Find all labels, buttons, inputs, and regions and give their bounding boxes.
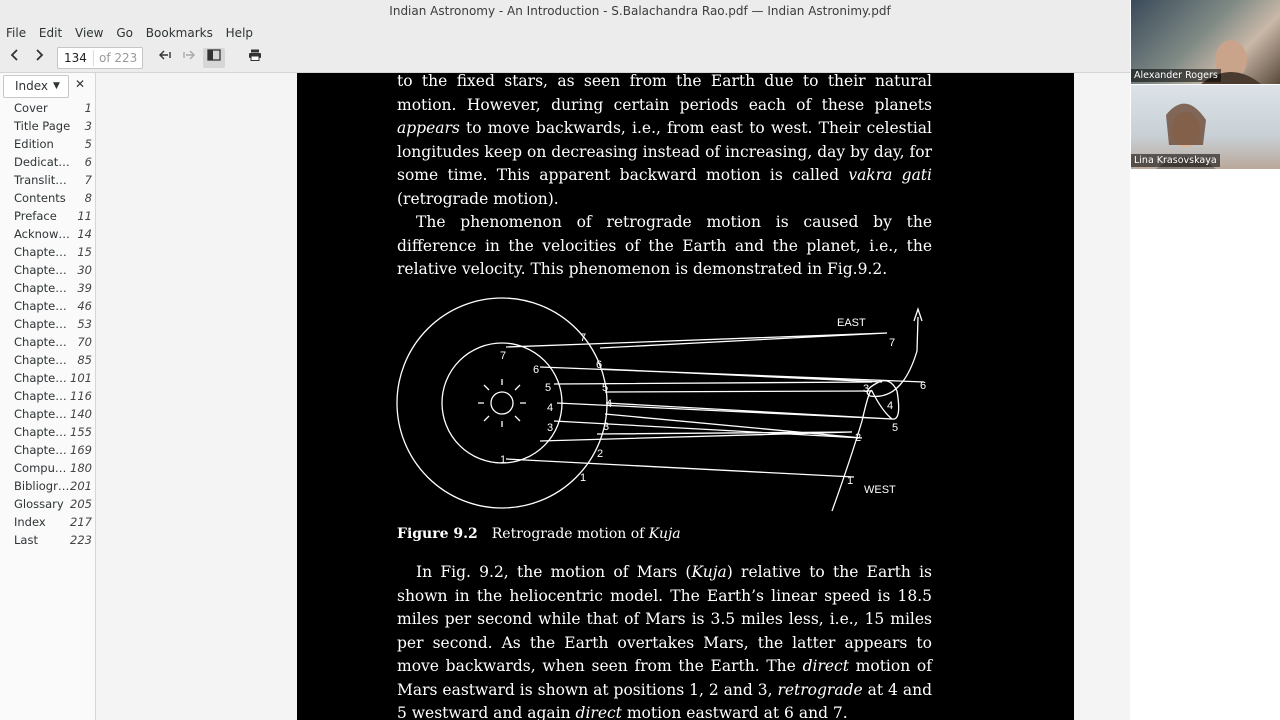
index-item-page: 217 (70, 515, 92, 529)
inner-num: 6 (533, 364, 540, 376)
index-item-page: 116 (70, 389, 92, 403)
outer-num: 5 (602, 382, 609, 394)
history-forward-icon (182, 49, 196, 61)
page-count: of 223 (99, 51, 138, 65)
history-back-button[interactable] (154, 48, 176, 68)
chevron-right-icon (34, 49, 44, 61)
index-item-page: 70 (77, 335, 92, 349)
participant-name: Lina Krasovskaya (1131, 154, 1220, 167)
menu-view[interactable]: View (75, 26, 104, 40)
index-item-page: 8 (84, 191, 92, 205)
index-item-page: 169 (70, 443, 92, 457)
sun (491, 392, 513, 414)
index-item-label: Chapte… (14, 425, 67, 439)
inner-num: 1 (500, 454, 507, 466)
index-item-label: Chapte… (14, 281, 67, 295)
outer-num: 6 (596, 359, 603, 371)
index-item[interactable] (0, 117, 95, 135)
index-item[interactable] (0, 99, 95, 117)
index-item-page: 39 (77, 281, 92, 295)
far-num: 5 (892, 422, 899, 434)
outer-num: 4 (606, 398, 613, 410)
figure-caption (397, 526, 681, 542)
index-item-label: Compu… (14, 461, 67, 475)
index-item[interactable] (0, 423, 95, 441)
index-item-label: Dedicat… (14, 155, 70, 169)
outer-num: 2 (597, 448, 604, 460)
participant-name: Alexander Rogers (1131, 69, 1221, 82)
menu-edit[interactable]: Edit (38, 26, 63, 40)
index-item-page: 46 (77, 299, 92, 313)
paragraph-2: The phenomenon of retrograde motion is caused by the difference in the velocities of the Earth and the planet, i.e., the relative velocity. This phenomenon is demonstrated in Fig.9.2. (397, 213, 932, 278)
history-forward-button[interactable] (178, 48, 200, 68)
pdf-page (297, 73, 1074, 720)
index-item[interactable] (0, 495, 95, 513)
index-item[interactable] (0, 135, 95, 153)
index-item-label: Chapte… (14, 371, 67, 385)
close-icon[interactable]: ✕ (75, 77, 86, 91)
chevron-down-icon: ▼ (53, 81, 60, 91)
index-item-page: 205 (70, 497, 92, 511)
outer-num: 3 (603, 421, 610, 433)
sidebar-toggle-button[interactable] (203, 48, 225, 68)
index-item[interactable] (0, 279, 95, 297)
index-item-label: Glossary (14, 497, 64, 511)
print-button[interactable] (244, 48, 266, 68)
index-item[interactable] (0, 153, 95, 171)
index-item[interactable] (0, 297, 95, 315)
index-item[interactable] (0, 441, 95, 459)
page-number-field[interactable] (57, 47, 143, 69)
index-item-page: 53 (77, 317, 92, 331)
index-item-label: Chapte… (14, 299, 67, 313)
menu-file[interactable]: File (6, 26, 27, 40)
next-page-button[interactable] (28, 48, 50, 68)
index-item-page: 7 (84, 173, 92, 187)
index-item-page: 3 (84, 119, 92, 133)
index-item-label: Cover (14, 101, 48, 115)
inner-num: 5 (545, 382, 552, 394)
paragraph-1: to the fixed stars, as seen from the Earth due to their natural motion. However, during certain periods each of these planets appears to move backwards, i.e., from east to west. Their celestial longitudes keep on decreasing instead of increasing, day by day, for some time. This apparent backward motion is called vakra gati (retrograde motion). (397, 73, 932, 208)
paragraph-3: In Fig. 9.2, the motion of Mars (Kuja) relative to the Earth is shown in the heliocentric model. The Earth’s linear speed is 18.5 miles per second while that of Mars is 3.5 miles less, i.e., 15 miles per second. As the Earth overtakes Mars, the latter appears to move backwards, when seen from the Earth. The direct motion of Mars eastward is shown at positions 1, 2 and 3, retrograde at 4 and 5 westward and again direct motion eastward at 6 and 7. (397, 563, 933, 720)
index-item-label: Title Page (14, 119, 71, 133)
index-item[interactable] (0, 225, 95, 243)
document-view[interactable] (96, 73, 1130, 720)
index-item[interactable] (0, 477, 95, 495)
index-item-page: 30 (77, 263, 92, 277)
window-title: Indian Astronomy - An Introduction - S.Balachandra Rao.pdf — Indian Astronimy.pdf (0, 0, 1280, 22)
menu-bookmarks[interactable]: Bookmarks (145, 26, 213, 40)
index-item[interactable] (0, 459, 95, 477)
index-item-label: Chapte… (14, 263, 67, 277)
index-item-page: 1 (84, 101, 92, 115)
index-item-label: Last (14, 533, 38, 547)
far-num: 3 (863, 383, 870, 395)
sight-lines (506, 333, 927, 477)
chevron-left-icon (10, 49, 20, 61)
toolbar (0, 44, 1130, 73)
index-item-page: 11 (77, 209, 92, 223)
index-item-label: Chapte… (14, 389, 67, 403)
far-num: 2 (855, 432, 862, 444)
index-item-label: Preface (14, 209, 57, 223)
index-item-page: 201 (70, 479, 92, 493)
index-item-label: Acknow… (14, 227, 70, 241)
retrograde-figure (392, 291, 942, 516)
index-item[interactable] (0, 207, 95, 225)
index-item[interactable] (0, 531, 95, 549)
sidebar (0, 73, 96, 720)
menu-help[interactable]: Help (225, 26, 254, 40)
sidebar-icon (207, 49, 221, 61)
index-item-label: Chapte… (14, 353, 67, 367)
index-item[interactable] (0, 261, 95, 279)
index-item[interactable] (0, 351, 95, 369)
print-icon (248, 49, 262, 61)
index-item-label: Index (14, 515, 46, 529)
far-num: 6 (920, 380, 927, 392)
index-item-page: 6 (84, 155, 92, 169)
caption-number: Figure 9.2 (397, 526, 478, 542)
inner-num: 7 (500, 350, 507, 362)
index-item-page: 140 (70, 407, 92, 421)
mars-path (832, 317, 918, 511)
current-page[interactable]: 134 (64, 51, 87, 65)
index-item-label: Translit… (14, 173, 67, 187)
index-item[interactable] (0, 387, 95, 405)
index-item-label: Chapte… (14, 407, 67, 421)
index-item[interactable] (0, 405, 95, 423)
index-item-label: Contents (14, 191, 66, 205)
index-item-label: Chapte… (14, 317, 67, 331)
index-item[interactable] (0, 243, 95, 261)
previous-page-button[interactable] (4, 48, 26, 68)
sidebar-mode-select[interactable] (3, 75, 69, 98)
caption-italic: Kuja (648, 526, 681, 542)
menu-go[interactable]: Go (116, 26, 133, 40)
index-item-label: Edition (14, 137, 54, 151)
index-item-page: 155 (70, 425, 92, 439)
index-item[interactable] (0, 333, 95, 351)
index-item-page: 5 (84, 137, 92, 151)
index-item-page: 15 (77, 245, 92, 259)
index-item-page: 223 (70, 533, 92, 547)
far-num: 4 (887, 400, 894, 412)
index-item[interactable] (0, 513, 95, 531)
participants-panel (1130, 0, 1280, 720)
inner-num: 3 (547, 422, 554, 434)
participant-video[interactable] (1131, 0, 1280, 84)
history-back-icon (158, 49, 172, 61)
outer-num: 1 (580, 472, 587, 484)
outer-num: 7 (580, 332, 587, 344)
index-item-label: Bibliogr… (14, 479, 70, 493)
index-item-page: 101 (70, 371, 92, 385)
far-num: 7 (889, 337, 896, 349)
index-item[interactable] (0, 171, 95, 189)
caption-text: Retrograde motion of (491, 526, 645, 542)
sidebar-mode-label: Index (15, 79, 49, 93)
index-item[interactable] (0, 315, 95, 333)
index-item-page: 14 (77, 227, 92, 241)
index-item-label: Chapte… (14, 335, 67, 349)
participant-video[interactable] (1131, 85, 1280, 169)
figure-east-label: EAST (837, 317, 866, 329)
index-item-page: 85 (77, 353, 92, 367)
index-item-page: 180 (70, 461, 92, 475)
index-item[interactable] (0, 369, 95, 387)
mars-orbit (397, 298, 610, 508)
far-num: 1 (847, 475, 854, 487)
figure-west-label: WEST (864, 484, 896, 496)
index-item-label: Chapte… (14, 443, 67, 457)
inner-num: 4 (547, 402, 554, 414)
index-item-label: Chapte… (14, 245, 67, 259)
menu-bar (0, 22, 1130, 44)
sun-rays (478, 379, 526, 427)
index-item[interactable] (0, 189, 95, 207)
